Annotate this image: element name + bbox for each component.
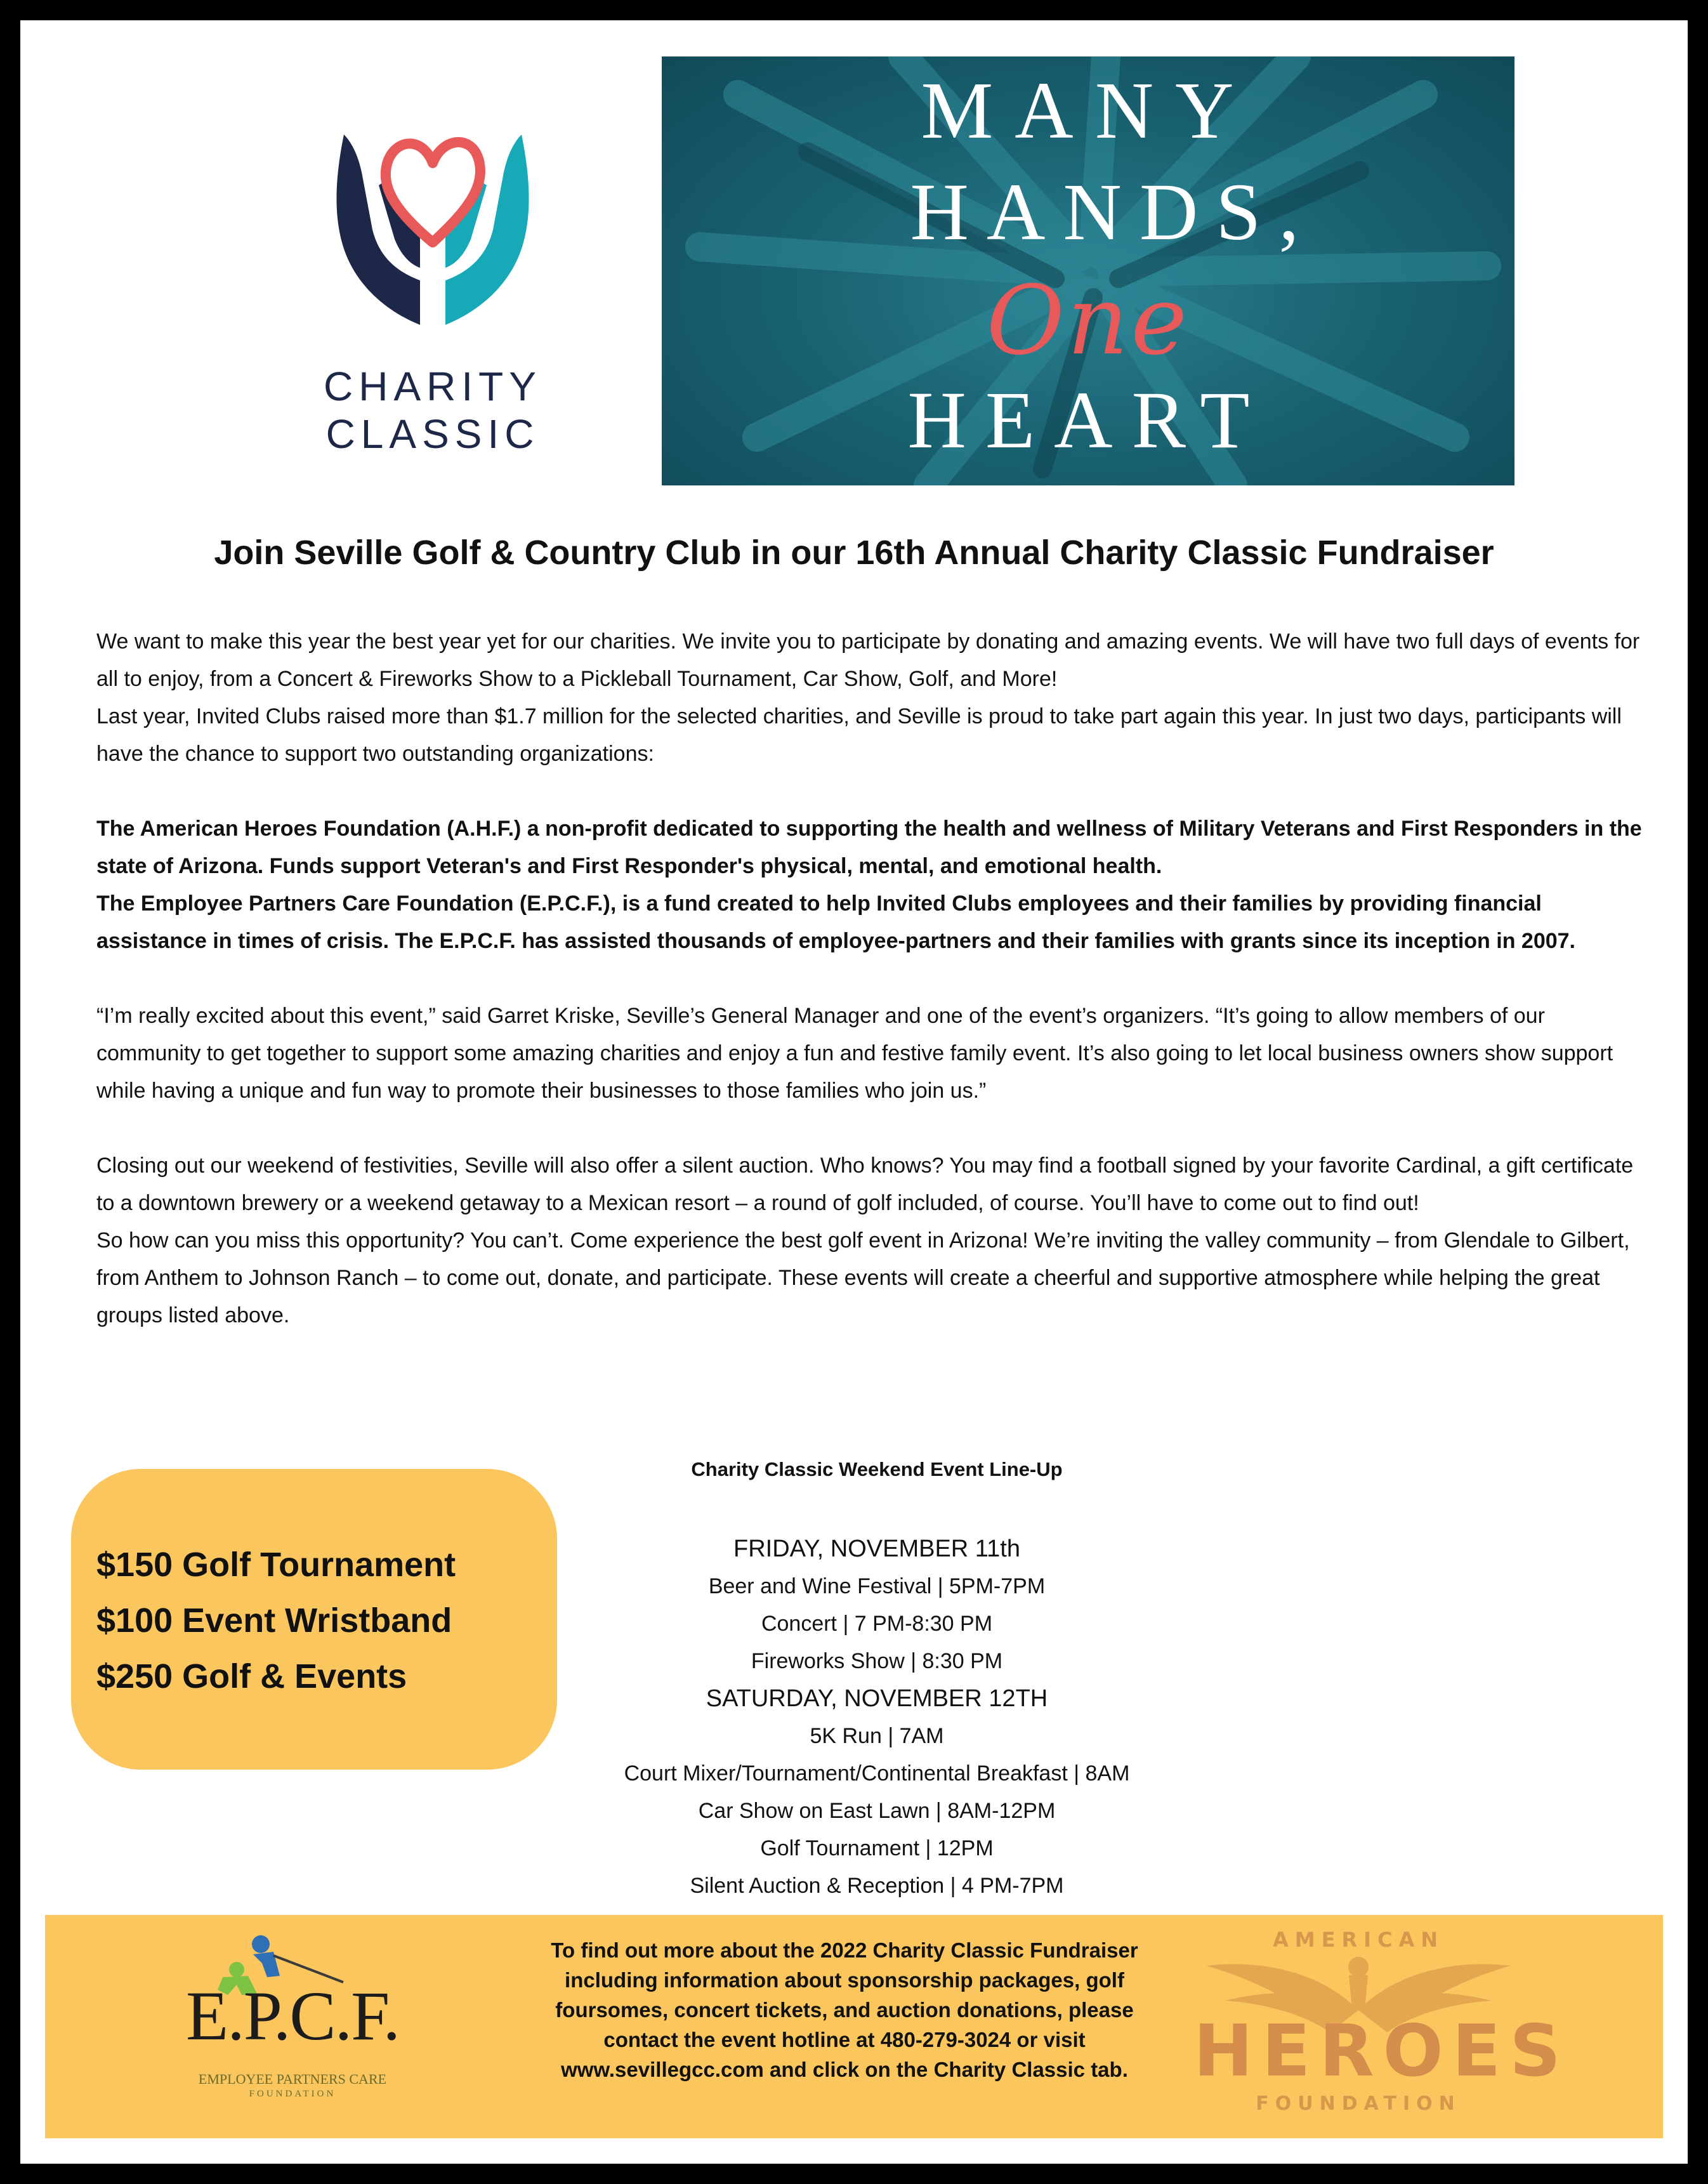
event-item: 5K Run | 7AM — [810, 1724, 944, 1748]
epcf-letters: E.P.C.F. — [186, 1977, 399, 2055]
body-text — [96, 623, 1645, 1334]
logo-line-charity: CHARITY — [324, 364, 542, 409]
ahf-foundation-text: FOUNDATION — [1256, 2093, 1461, 2115]
banner-word-hands: HANDS, — [910, 167, 1317, 257]
contact-info: To find out more about the 2022 Charity Classic Fundraiser including information about sponsorship packages, golf foursomes, concert tickets, and auction donations, please contact the event hotline at 480-279-3024 or visit www.sevillegcc.com and click on the Charity Classic tab. — [551, 1938, 1138, 2081]
event-item: Fireworks Show | 8:30 PM — [751, 1649, 1003, 1673]
headline: Join Seville Golf & Country Club in our 16th Annual Charity Classic Fundraiser — [214, 534, 1494, 572]
intro-paragraph-2: Last year, Invited Clubs raised more than $1.7 million for the selected charities, and Seville is proud to take part again this year. In just two days, participants will have the chance to support two outstanding organizations: — [96, 704, 1622, 766]
price-event-wristband: $100 Event Wristband — [96, 1602, 452, 1640]
epcf-subtitle: EMPLOYEE PARTNERS CARE — [198, 2071, 387, 2087]
hands-heart-icon — [319, 109, 547, 350]
price-golf-and-events: $250 Golf & Events — [96, 1657, 407, 1695]
footer-band — [45, 1915, 1663, 2138]
charity-classic-logo — [268, 109, 598, 464]
day-saturday: SATURDAY, NOVEMBER 12TH — [706, 1685, 1048, 1712]
event-item: Golf Tournament | 12PM — [760, 1836, 994, 1860]
american-heroes-logo — [1193, 1915, 1570, 2138]
day-friday: FRIDAY, NOVEMBER 11th — [733, 1536, 1020, 1562]
event-item: Beer and Wine Festival | 5PM-7PM — [708, 1574, 1046, 1598]
banner-word-one: One — [986, 266, 1190, 376]
flyer-page — [20, 20, 1688, 2164]
logo-line-classic: CLASSIC — [325, 411, 540, 457]
price-golf-tournament: $150 Golf Tournament — [96, 1546, 456, 1584]
event-item: Car Show on East Lawn | 8AM-12PM — [698, 1799, 1056, 1823]
epcf-logo — [178, 1919, 407, 2135]
closing-paragraph-1: Closing out our weekend of festivities, Seville will also offer a silent auction. Who knows? You may find a football signed by your favorite Cardinal, a gift certificate to a downtown brewery or a weekend getaway to a Mexican resort – a round of golf included, of course. You’ll have to come out to find out! — [96, 1154, 1634, 1215]
manager-quote: “I’m really excited about this event,” said Garret Kriske, Seville’s General Manager and one of the event’s organizers. “It’s going to allow members of our community to get together to support some amazing charities and enjoy a fun and festive family event. It’s also going to let local business owners show support while having a unique and fun way to promote their businesses to those families who join us.” — [96, 1004, 1613, 1103]
banner-word-many: MANY — [921, 65, 1256, 155]
epcf-subtitle-foundation: FOUNDATION — [249, 2089, 336, 2099]
event-item: Court Mixer/Tournament/Continental Breakfast | 8AM — [624, 1761, 1130, 1786]
closing-paragraph-2: So how can you miss this opportunity? You can’t. Come experience the best golf event in Arizona! We’re inviting the valley community – from Glendale to Gilbert, from Anthem to Johnson Ranch – to come out, donate, and participate. These events will create a cheerful and supportive atmosphere while helping the great groups listed above. — [96, 1228, 1630, 1327]
ahf-description: The American Heroes Foundation (A.H.F.) a non-profit dedicated to supporting the health and wellness of Military Veterans and First Responders in the state of Arizona. Funds support Veteran's and First Responder's physical, mental, and emotional health. — [96, 817, 1642, 878]
lineup-title: Charity Classic Weekend Event Line-Up — [691, 1458, 1063, 1480]
ahf-american-text: AMERICAN — [1272, 1928, 1445, 1952]
event-item: Silent Auction & Reception | 4 PM-7PM — [690, 1874, 1064, 1898]
event-lineup — [401, 1530, 1353, 1905]
banner-word-heart: HEART — [907, 375, 1269, 465]
event-item: Concert | 7 PM-8:30 PM — [761, 1612, 993, 1636]
ahf-heroes-text: HEROES — [1193, 2010, 1570, 2093]
many-hands-banner — [662, 56, 1514, 485]
epcf-description: The Employee Partners Care Foundation (E.P.C.F.), is a fund created to help Invited Clubs employees and their families by providing financial assistance in times of crisis. The E.P.C.F. has assisted thousands of employee-partners and their families with grants since its inception in 2007. — [96, 891, 1575, 953]
intro-paragraph-1: We want to make this year the best year yet for our charities. We invite you to participate by donating and amazing events. We will have two full days of events for all to enjoy, from a Concert & Fireworks Show to a Pickleball Tournament, Car Show, Golf, and More! — [96, 629, 1640, 691]
